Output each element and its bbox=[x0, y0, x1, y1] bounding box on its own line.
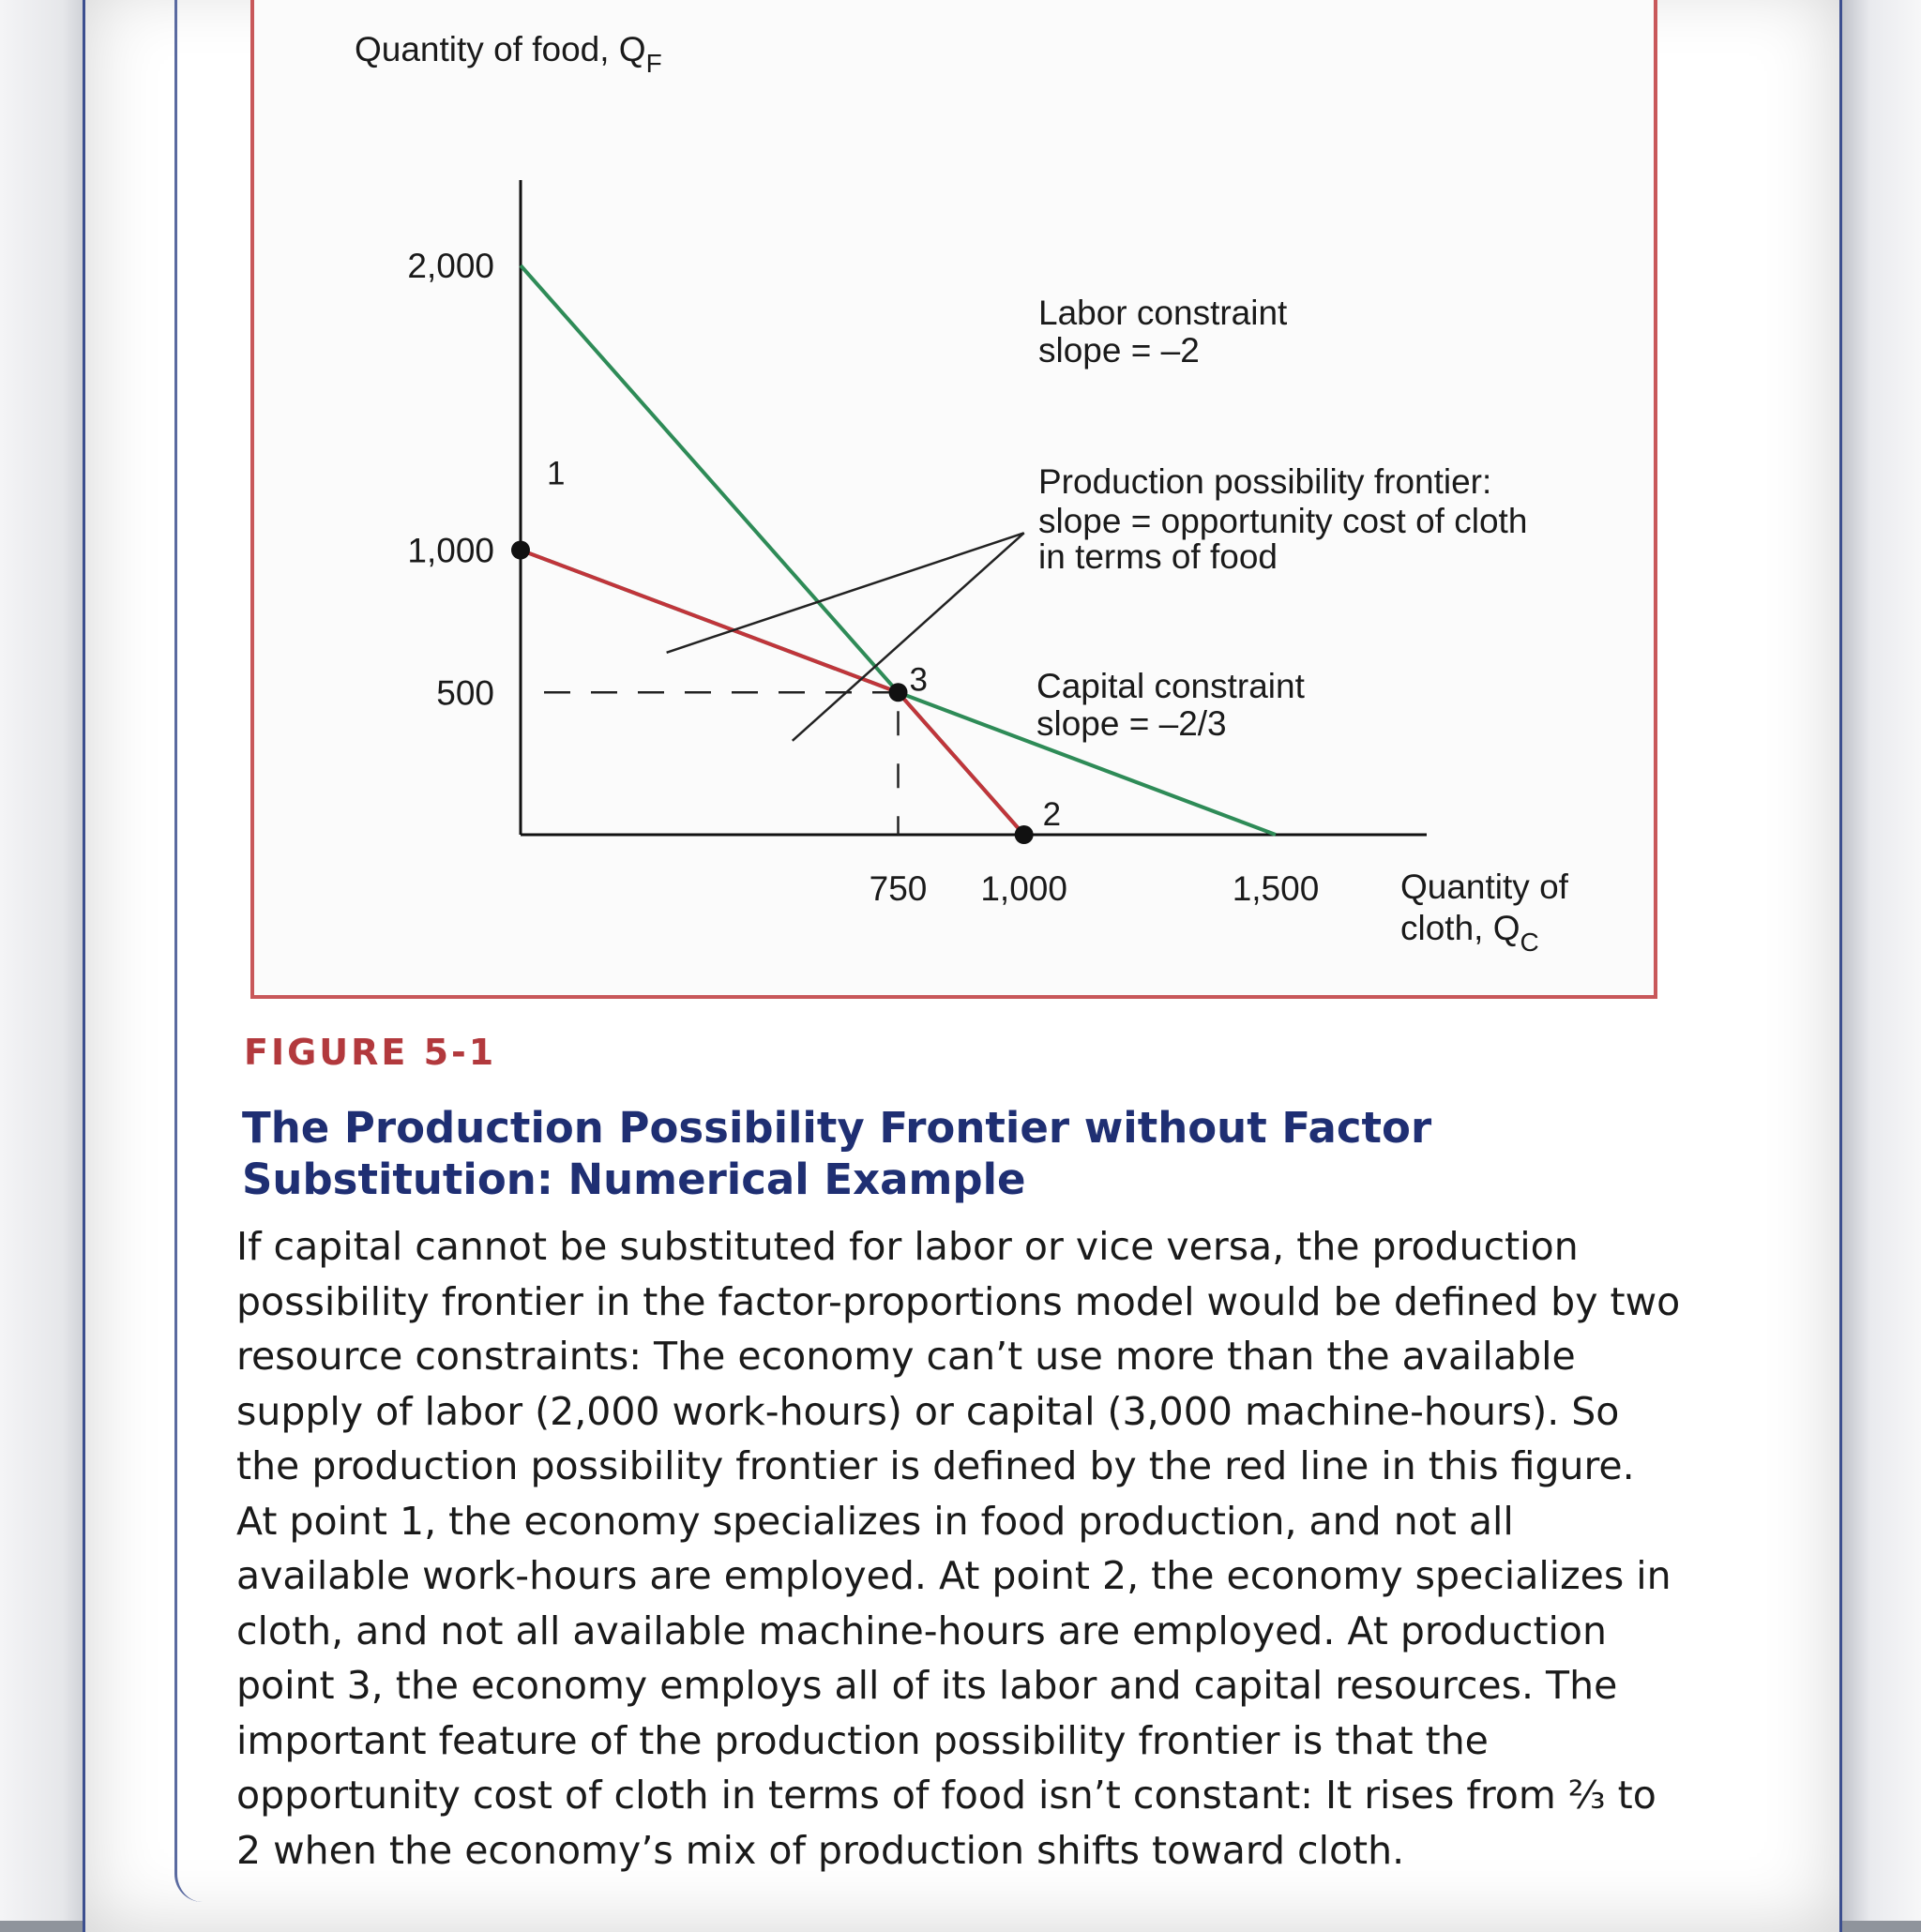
x-tick-label-2: 1,500 bbox=[1232, 869, 1320, 908]
y-tick-label-0: 2,000 bbox=[407, 247, 494, 285]
point-label-1: 1 bbox=[547, 455, 566, 492]
y-tick-labels bbox=[407, 247, 494, 712]
annotation-capital-line1: Capital constraint bbox=[1036, 667, 1305, 705]
annotation-ppf-line3: in terms of food bbox=[1038, 537, 1278, 576]
x-axis-label-line2: cloth, $Q_C$ bbox=[1400, 909, 1539, 957]
point-marker-3 bbox=[889, 683, 908, 702]
point-label-3: 3 bbox=[909, 661, 928, 699]
annotation-labor-line2: slope = –2 bbox=[1038, 331, 1200, 370]
point-marker-1 bbox=[511, 541, 530, 560]
annotation-ppf-line2: slope = opportunity cost of cloth bbox=[1038, 502, 1528, 540]
annotation-labor-line1: Labor constraint bbox=[1038, 294, 1288, 332]
x-tick-label-0: 750 bbox=[869, 869, 928, 908]
point-marker-2 bbox=[1015, 825, 1034, 844]
annotation-capital-line2: slope = –2/3 bbox=[1036, 704, 1227, 743]
figure-title: The Production Possibility Frontier without Factor Substitution: Numerical Example bbox=[242, 1103, 1432, 1204]
y-axis-label: Quantity of food, $Q_F$ bbox=[355, 30, 662, 78]
figure-number: FIGURE 5-1 bbox=[244, 1032, 497, 1073]
ppf-leader-line bbox=[667, 533, 1024, 741]
x-tick-label-1: 1,000 bbox=[980, 869, 1067, 908]
figure-body-text: If capital cannot be substituted for labor or vice versa, the production possibility frontier in the factor-proportions model would be defined by two resource constraints: The economy can’t use more than the available supply of labor (2,000 work-hours) or capital (3,000 machine-hours). So the production possibility frontier is defined by the red line in this figure. At point 1, the economy specializes in food production, and not all available work-hours are employed. At point 2, the economy specializes in cloth, and not all available machine-hours are employed. At production point 3, the economy employs all of its labor and capital resources. The important feature of the production possibility frontier is that the opportunity cost of cloth in terms of food isn’t constant: It rises from ²⁄₃ to 2 when the economy’s mix of production shifts toward cloth. bbox=[236, 1224, 1681, 1873]
guide-lines bbox=[544, 692, 899, 835]
x-tick-labels bbox=[870, 869, 1320, 908]
x-axis-label-line1: Quantity of bbox=[1400, 868, 1568, 906]
annotation-leader-lines bbox=[667, 533, 1024, 741]
annotation-ppf-line1: Production possibility frontier: bbox=[1038, 462, 1492, 501]
y-tick-label-1: 1,000 bbox=[407, 531, 494, 570]
y-tick-label-2: 500 bbox=[436, 673, 494, 713]
point-label-2: 2 bbox=[1042, 796, 1062, 833]
